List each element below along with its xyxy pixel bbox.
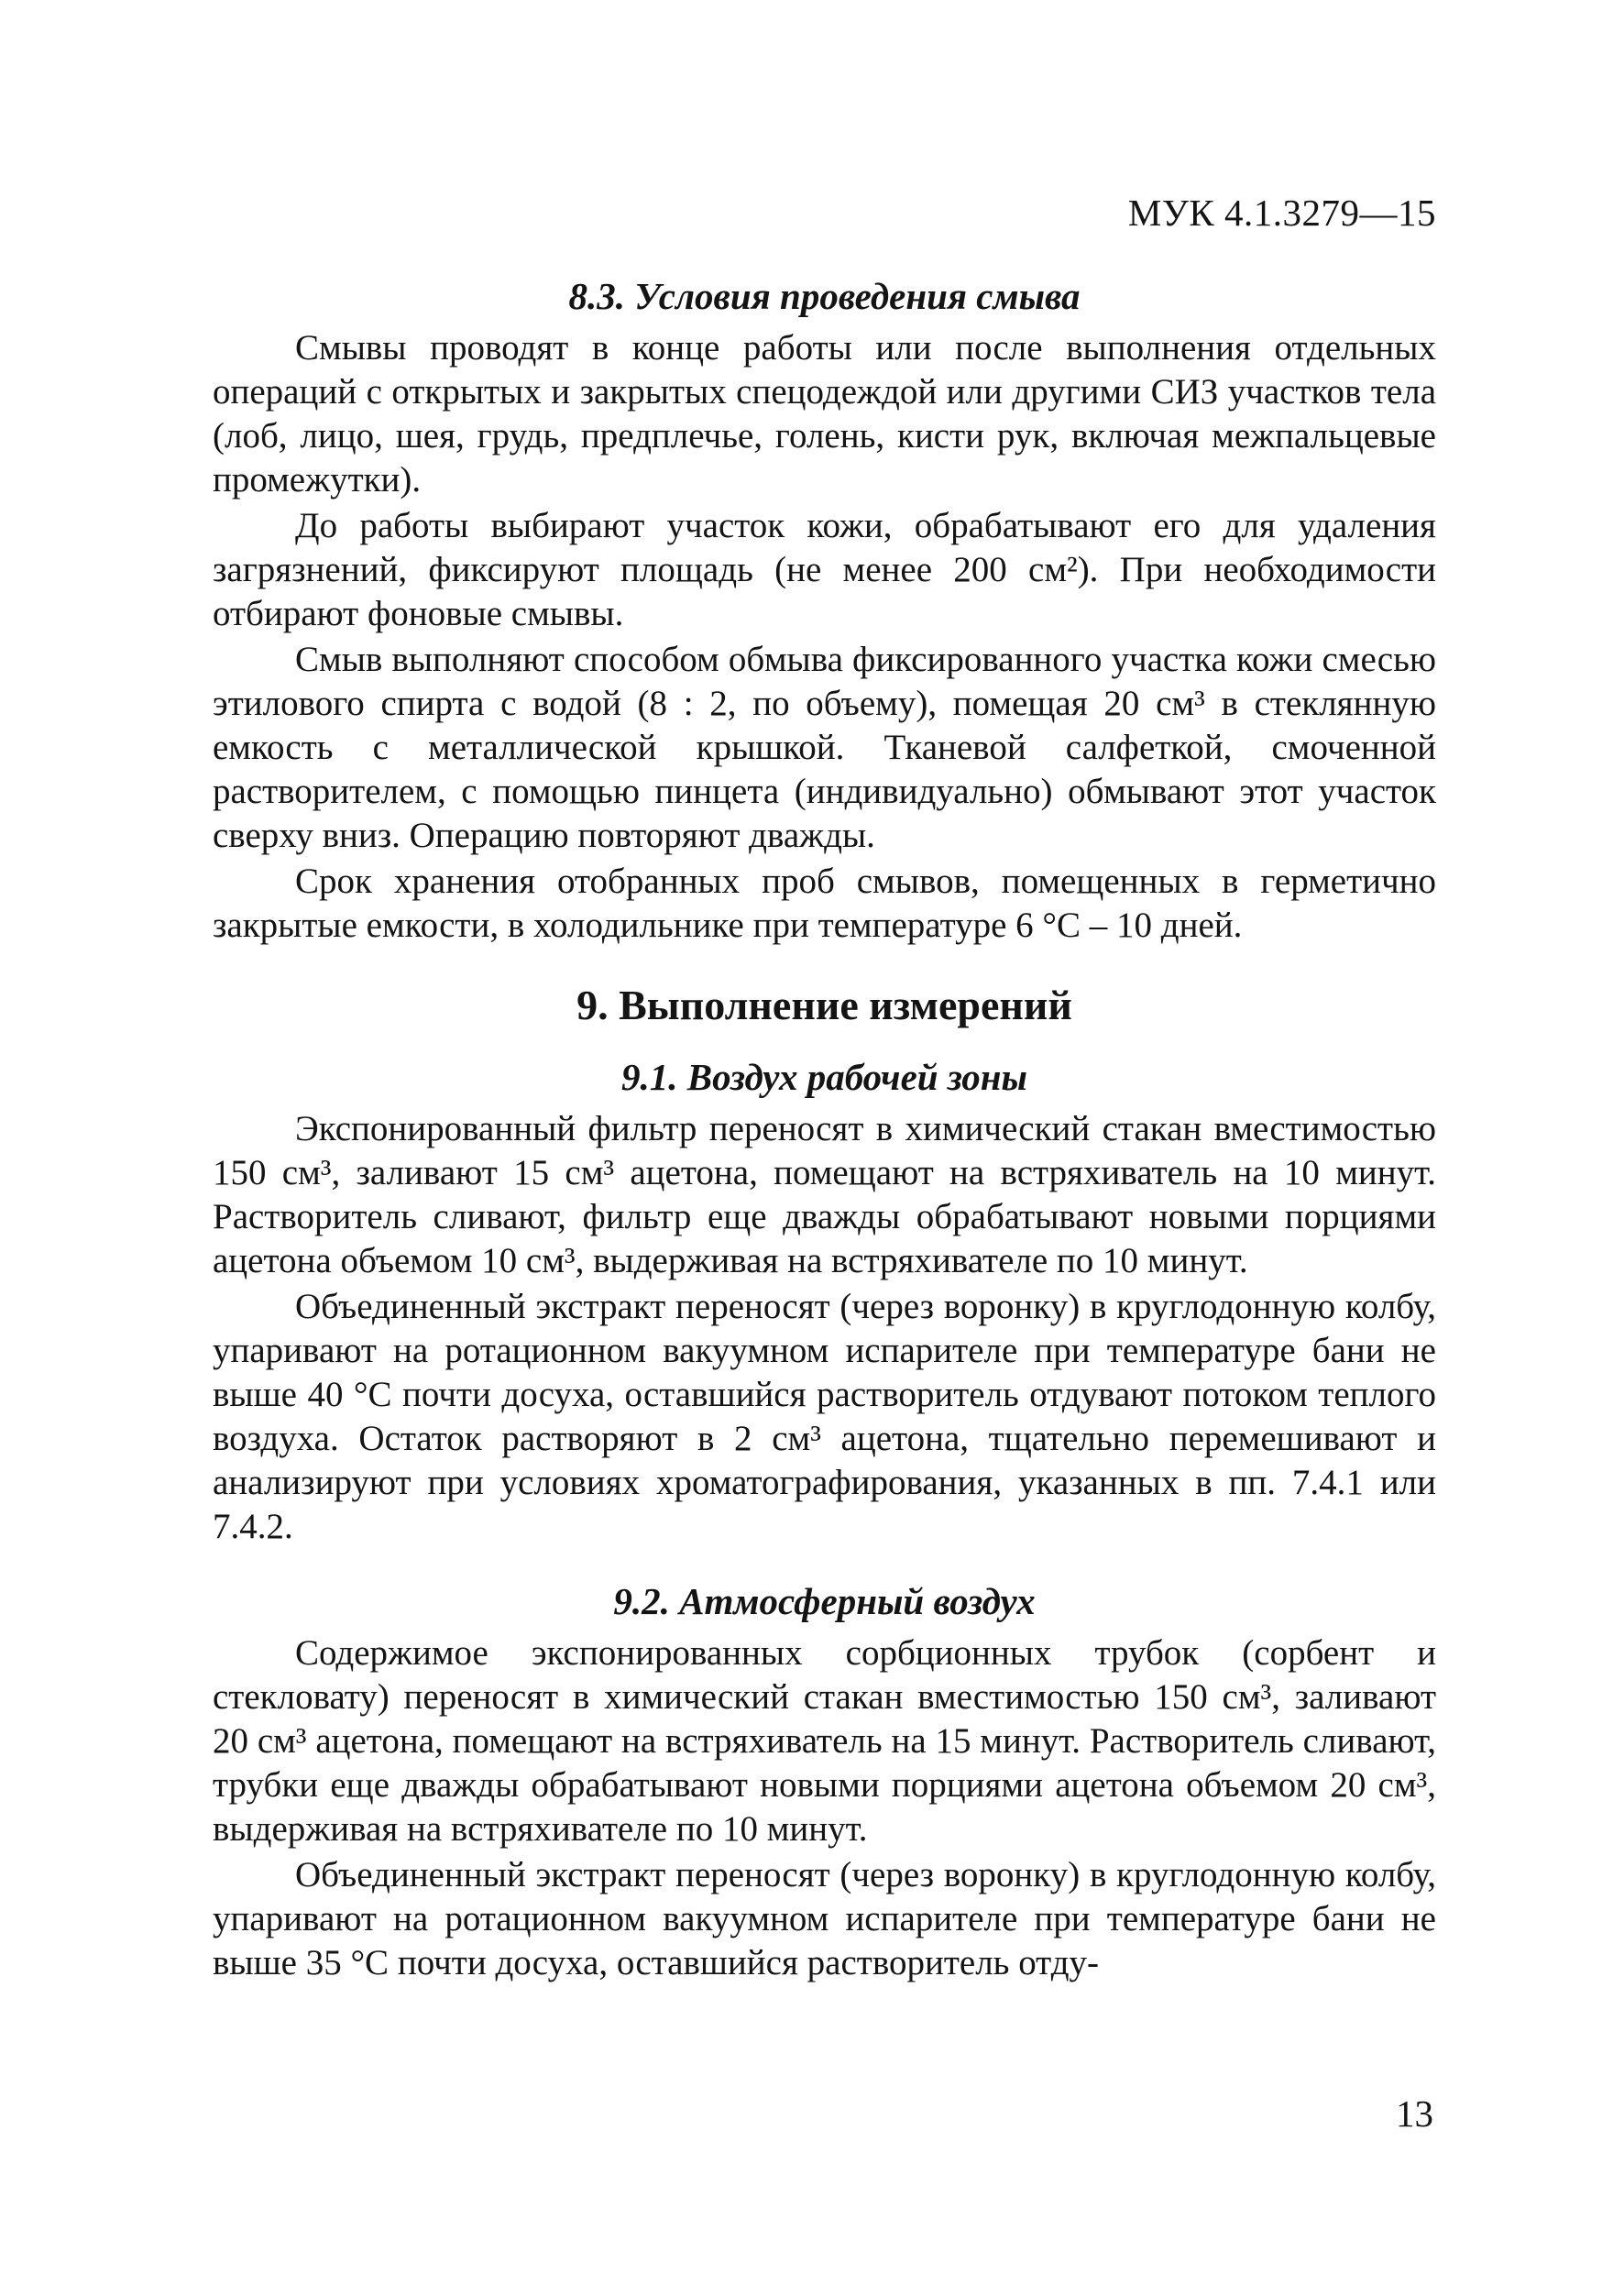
section-8-3-paragraph-4: Срок хранения отобранных проб смывов, помещенных в герметично закрытые емкости, в холодильнике при температуре 6 °С – 10 дней. (213, 862, 1436, 945)
section-9-2-title: 9.2. Атмосферный воздух (613, 1580, 1036, 1622)
section-9-1-title: 9.1. Воздух рабочей зоны (620, 1056, 1027, 1098)
section-9-title: 9. Выполнение измерений (576, 982, 1072, 1028)
document-id-header: МУК 4.1.3279—15 (1127, 192, 1436, 234)
section-8-3-paragraph-1: Смывы проводят в конце работы или после выполнения отдельных операций с открытых и закрытых спецодеждой или другими СИЗ участков тела (лоб, лицо, шея, грудь, предплечье, голень, кисти рук, включая межпальцевые промежутки). (213, 328, 1436, 500)
section-8-3-title: 8.3. Условия проведения смыва (568, 275, 1081, 317)
page-content (213, 273, 1436, 1985)
section-9-1-paragraph-2: Объединенный экстракт переносят (через воронку) в круглодонную колбу, упаривают на ротационном вакуумном испарителе при температуре бани не выше 40 °С почти досуха, оставшийся растворитель отдувают потоком теплого воздуха. Остаток растворяют в 2 см³ ацетона, тщательно перемешивают и анализируют при условиях хроматографирования, указанных в пп. 7.4.1 или 7.4.2. (213, 1287, 1436, 1546)
section-8-3-paragraph-3: Смыв выполняют способом обмыва фиксированного участка кожи смесью этилового спирта с водой (8 : 2, по объему), помещая 20 см³ в стеклянную емкость с металлической крышкой. Тканевой салфеткой, смоченной растворителем, с помощью пинцета (индивидуально) обмывают этот участок сверху вниз. Операцию повторяют дважды. (213, 640, 1436, 855)
section-9-2-paragraph-2: Объединенный экстракт переносят (через воронку) в круглодонную колбу, упаривают на ротационном вакуумном испарителе при температуре бани не выше 35 °С почти досуха, оставшийся растворитель отду- (213, 1855, 1436, 1982)
section-9-2-paragraph-1: Содержимое экспонированных сорбционных трубок (сорбент и стекловату) переносят в химический стакан вместимостью 150 см³, заливают 20 см³ ацетона, помещают на встряхиватель на 15 минут. Растворитель сливают, трубки еще дважды обрабатывают новыми порциями ацетона объемом 20 см³, выдерживая на встряхивателе по 10 минут. (213, 1633, 1436, 1849)
section-9-1-paragraph-1: Экспонированный фильтр переносят в химический стакан вместимостью 150 см³, заливают 15 см³ ацетона, помещают на встряхиватель на 10 минут. Растворитель сливают, фильтр еще дважды обрабатывают новыми порциями ацетона объемом 10 см³, выдерживая на встряхивателе по 10 минут. (213, 1109, 1436, 1280)
section-8-3-paragraph-2: До работы выбирают участок кожи, обрабатывают его для удаления загрязнений, фиксируют площадь (не менее 200 см²). При необходимости отбирают фоновые смывы. (213, 506, 1436, 633)
page-number: 13 (1396, 2092, 1433, 2135)
